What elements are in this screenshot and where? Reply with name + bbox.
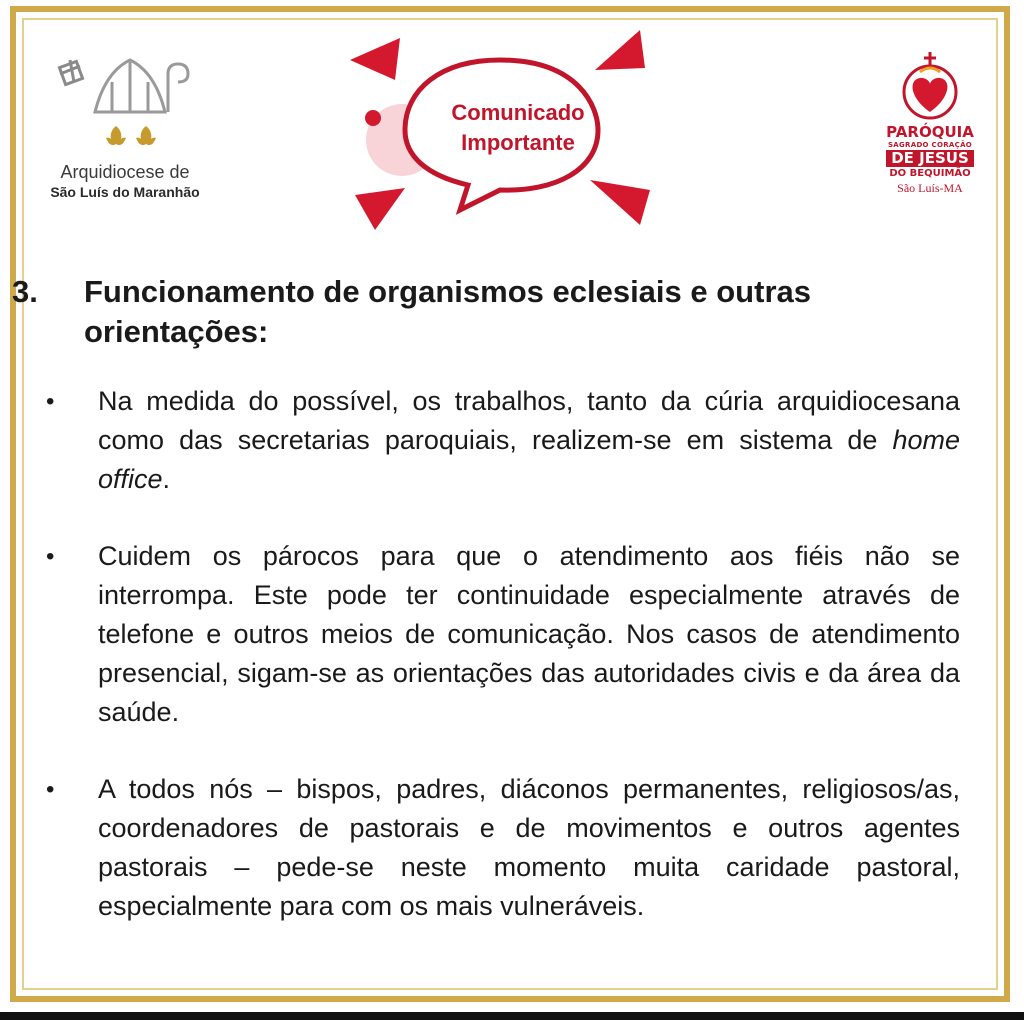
parish-city: São Luís-MA: [897, 181, 963, 195]
bullet-icon: •: [46, 543, 55, 570]
archdiocese-name-line2: São Luís do Maranhão: [50, 184, 200, 200]
list-item: [44, 770, 960, 926]
section-number: 3.: [12, 274, 38, 309]
list-item-emphasis: home office: [98, 425, 960, 494]
bullet-icon: •: [46, 388, 55, 415]
archdiocese-logo: [40, 52, 210, 222]
bullet-icon: •: [46, 776, 55, 803]
list-item-text-end: .: [162, 464, 171, 494]
section-title: [12, 272, 984, 352]
parish-logo: [880, 50, 980, 220]
list-item: [44, 382, 960, 499]
badge-text: [418, 98, 618, 158]
parish-line3: DE JESUS: [886, 150, 974, 167]
list-item: [44, 537, 960, 732]
archdiocese-name-line1: Arquidiocese de: [60, 162, 190, 182]
badge-line1: Comunicado: [451, 100, 585, 125]
list-item-text: Cuidem os párocos para que o atendimento aos fiéis não se interrompa. Este pode ter continuidade especialmente através de telefone e outros meios de comunicação. Nos casos de atendimento presencial, sigam-se as orientações das autoridades civis e da área da saúde.: [98, 541, 960, 727]
badge-line2: Importante: [461, 130, 575, 155]
bottom-strip: [0, 1012, 1024, 1020]
parish-name: [880, 124, 980, 196]
sacred-heart-icon: [890, 50, 970, 122]
parish-line4: DO BEQUIMÃO: [889, 168, 971, 179]
mitre-icon: [50, 52, 200, 160]
parish-line2: SAGRADO CORAÇÃO: [887, 141, 973, 149]
list-item-text-start: Na medida do possível, os trabalhos, tanto da cúria arquidiocesana como das secretarias paroquiais, realizem-se em sistema de: [98, 386, 960, 455]
list-item-text: A todos nós – bispos, padres, diáconos permanentes, religiosos/as, coordenadores de pastorais e de movimentos e outros agentes pastorais – pede-se neste momento muita caridade pastoral, especialmente para com os mais vulneráveis.: [98, 774, 960, 921]
guidelines-list: [44, 382, 960, 964]
important-notice-badge: [340, 30, 670, 230]
section-title-text: Funcionamento de organismos eclesiais e outras orientações:: [84, 274, 811, 349]
list-item-text: [98, 386, 960, 494]
parish-line1: PARÓQUIA: [886, 123, 974, 141]
